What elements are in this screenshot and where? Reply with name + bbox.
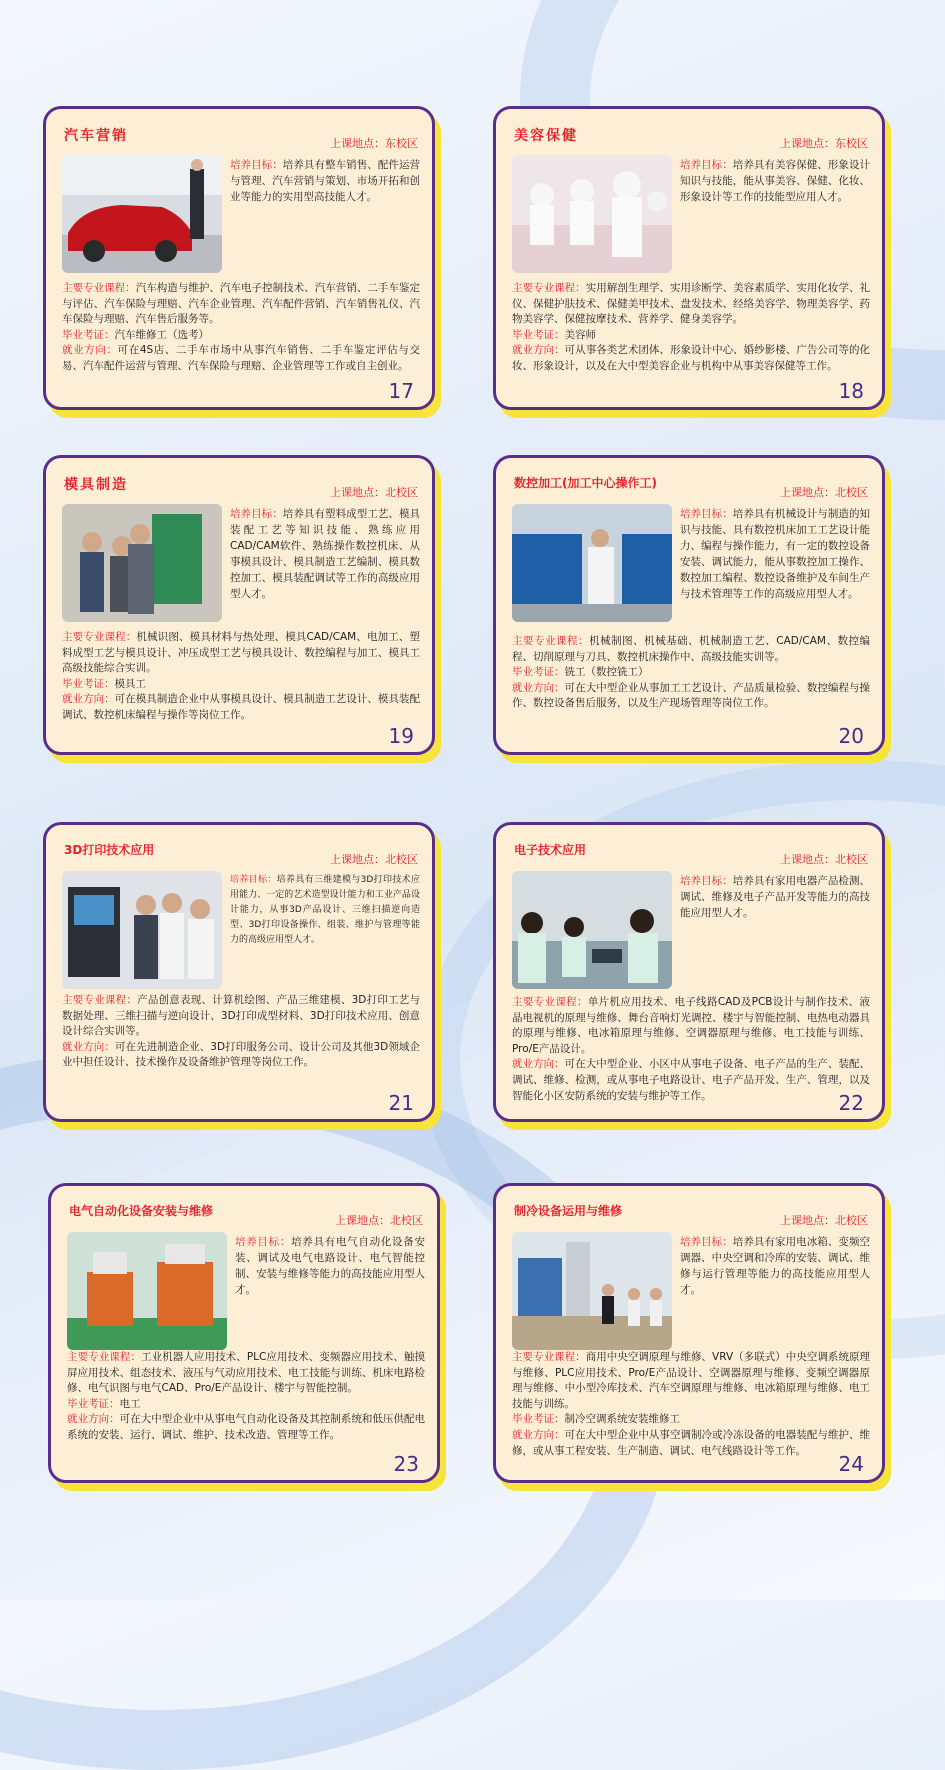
card-goal: 培养目标：培养具有美容保健、形象设计知识与技能，能从事美容、保健、化妆、形象设计等工作的技能型应用人才。 xyxy=(680,159,871,203)
card-photo xyxy=(512,504,672,622)
course-card-beauty-care xyxy=(493,106,885,410)
card-location: 上课地点：北校区 xyxy=(780,1214,868,1227)
card-photo xyxy=(512,155,672,273)
card-details: 主要专业课程：机械识图、模具材料与热处理、模具CAD/CAM、电加工、塑料成型工艺与模具设计、冲压成型工艺与模具设计、数控编程与加工、模具工高级技能综合实训。 毕业考证：模具工 就业方向：可在模具制造企业中从事模具设计、模具制造工艺设计、模具装配调试、数控机床编程与操作等岗位工作。 xyxy=(62,631,421,721)
card-location: 上课地点：北校区 xyxy=(330,853,418,866)
card-details: 主要专业课程：汽车构造与维护、汽车电子控制技术、汽车营销、二手车鉴定与评估、汽车保险与理赔、汽车企业管理、汽车配件营销、汽车销售礼仪、汽车保险与理赔、汽车售后服务等。 毕业考证：汽车维修工（选考） 就业方向：可在4S店、二手车市场中从事汽车销售、二手车鉴定评估与交易、汽车配件运营与管理、汽车保险与理赔、企业管理等工作或自主创业。 xyxy=(62,282,421,372)
card-title: 模具制造 xyxy=(64,477,128,493)
course-card-3d-printing xyxy=(43,822,435,1122)
card-title: 电气自动化设备安装与维修 xyxy=(69,1204,214,1218)
card-title: 数控加工(加工中心操作工) xyxy=(514,476,657,490)
card-location: 上课地点：北校区 xyxy=(780,853,868,866)
card-photo xyxy=(62,504,222,622)
card-photo xyxy=(62,155,222,273)
page-number: 22 xyxy=(838,1091,864,1115)
card-location: 上课地点：北校区 xyxy=(330,486,418,499)
card-title: 制冷设备运用与维修 xyxy=(514,1204,623,1218)
course-card-electronics xyxy=(493,822,885,1122)
card-location: 上课地点：东校区 xyxy=(780,137,868,150)
card-title: 汽车营销 xyxy=(64,128,128,144)
card-photo xyxy=(512,1232,672,1350)
card-details: 主要专业课程：单片机应用技术、电子线路CAD及PCB设计与制作技术、液晶电视机的原理与维修、舞台音响灯光调控、楼宇与智能控制、电热电动器具的原理与维修、电冰箱原理与维修、空调器原理与维修、电工技能与训练、Pro/E产品设计。 就业方向：可在大中型企业、小区中从事电子设备、电子产品的生产、装配、调试、维修、检测，或从事电子电路设计、电子产品开发、生产、管理，以及智能化小区安防系统的安装与维护等工作。 xyxy=(512,996,871,1102)
card-goal: 培养目标：培养具有家用电器产品检测、调试、维修及电子产品开发等能力的高技能应用型人才。 xyxy=(680,875,871,919)
card-goal: 培养目标：培养具有塑料成型工艺、模具装配工艺等知识技能、熟练应用CAD/CAM软件、熟练操作数控机床、从事模具设计、模具制造工艺编制、模具数控加工、模具装配调试等工作的高级应用型人才。 xyxy=(230,508,421,600)
card-title: 电子技术应用 xyxy=(514,843,587,857)
course-card-auto-marketing xyxy=(43,106,435,410)
card-goal: 培养目标：培养具有电气自动化设备安装、调试及电气电路设计、电气智能控制、安装与维修等能力的高技能应用型人才。 xyxy=(235,1236,425,1296)
course-card-mold-manufacturing xyxy=(43,455,435,755)
card-photo xyxy=(512,871,672,989)
card-goal: 培养目标：培养具有三维建模与3D打印技术应用能力、一定的艺术造型设计能力和工业产品设计能力，从事3D产品设计、三维扫描逆向造型、3D打印设备操作、组装、维护与管理等能力的高级应用型人才。 xyxy=(230,875,420,945)
page-number: 17 xyxy=(388,379,414,403)
course-card-electrical-automation xyxy=(48,1183,440,1483)
page-number: 20 xyxy=(838,724,864,748)
card-goal: 培养目标：培养具有机械设计与制造的知识与技能、具有数控机床加工工艺设计能力、编程与操作能力，有一定的数控设备安装、调试能力，能从事数控加工操作、数控加工编程、数控设备维护及车间生产与技术管理等工作的高级应用型人才。 xyxy=(680,508,871,600)
page-number: 23 xyxy=(393,1452,419,1476)
card-details: 主要专业课程：实用解剖生理学、实用诊断学、美容素质学、实用化妆学、礼仪、保健护肤技术、保健美甲技术、盘发技术、经络美容学、物理美容学、药物美容学、保健按摩技术、营养学、健身美容学。 毕业考证：美容师 就业方向：可从事各类艺术团体、形象设计中心、婚纱影楼、广告公司等的化妆、形象设计，以及在大中型美容企业与机构中从事美容保健等工作。 xyxy=(512,282,871,372)
card-location: 上课地点：北校区 xyxy=(780,486,868,499)
card-location: 上课地点：北校区 xyxy=(335,1214,423,1227)
card-photo xyxy=(67,1232,227,1350)
card-title: 美容保健 xyxy=(514,128,578,144)
page-number: 19 xyxy=(388,724,414,748)
course-card-refrigeration xyxy=(493,1183,885,1483)
card-title: 3D打印技术应用 xyxy=(64,843,155,857)
course-card-cnc-machining xyxy=(493,455,885,755)
card-details: 主要专业课程：商用中央空调原理与维修、VRV（多联式）中央空调系统原理与维修、PLC应用技术、Pro/E产品设计、空调器原理与维修、变频空调器原理与维修、中小型冷库技术、汽车空调原理与维修、电冰箱原理与维修、电工技能与训练。 毕业考证：制冷空调系统安装维修工 就业方向：可在大中型企业中从事空调制冷或冷冻设备的电器装配与维护、维修，或从事工程安装、生产制造、调试、电气线路设计等工作。 xyxy=(512,1351,871,1457)
card-photo xyxy=(62,871,222,989)
card-goal: 培养目标：培养具有整车销售、配件运营与管理、汽车营销与策划、市场开拓和创业等能力的实用型高技能人才。 xyxy=(230,159,421,203)
card-location: 上课地点：东校区 xyxy=(330,137,418,150)
page-number: 24 xyxy=(838,1452,864,1476)
card-details: 主要专业课程：产品创意表现、计算机绘图、产品三维建模、3D打印工艺与数据处理、三维扫描与逆向设计、3D打印成型材料、3D打印技术应用、创意设计综合实训等。 就业方向：可在先进制造企业、3D打印服务公司、设计公司及其他3D领域企业中担任设计、技术操作及设备维护管理等岗位工作。 xyxy=(62,994,421,1069)
card-details: 主要专业课程：工业机器人应用技术、PLC应用技术、变频器应用技术、触摸屏应用技术、组态技术、液压与气动应用技术、电工技能与训练、机床电路检修、电气识图与电气CAD、Pro/E产品设计、楼宇与智能控制。 毕业考证：电工 就业方向：可在大中型企业中从事电气自动化设备及其控制系统和低压供配电系统的安装、运行、调试、维护、技术改造、管理等工作。 xyxy=(67,1351,426,1441)
card-goal: 培养目标：培养具有家用电冰箱、变频空调器、中央空调和冷库的安装、调试、维修与运行管理等能力的高技能应用型人才。 xyxy=(680,1236,871,1296)
page-number: 18 xyxy=(838,379,864,403)
page-number: 21 xyxy=(388,1091,414,1115)
card-details: 主要专业课程：机械制图、机械基础、机械制造工艺、CAD/CAM、数控编程、切削原理与刀具、数控机床操作中、高级技能实训等。 毕业考证：铣工（数控铣工） 就业方向：可在大中型企业从事加工工艺设计、产品质量检验、数控编程与操作、数控设备售后服务，以及生产现场管理等岗位工作。 xyxy=(512,635,871,710)
